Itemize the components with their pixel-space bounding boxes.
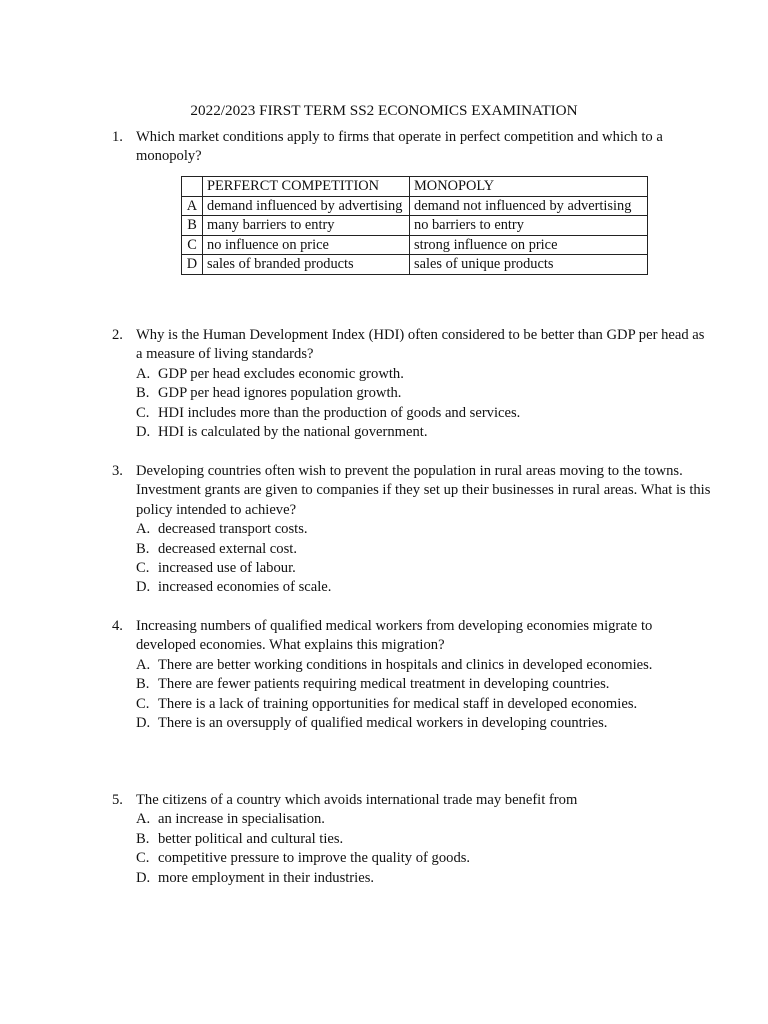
option-c bbox=[136, 559, 712, 578]
table-row bbox=[182, 196, 648, 216]
monopoly-cell: demand not influenced by advertising bbox=[410, 196, 648, 216]
question-text: The citizens of a country which avoids international trade may benefit from bbox=[136, 792, 578, 808]
option-letter: D. bbox=[136, 424, 151, 441]
market-conditions-table bbox=[181, 176, 648, 275]
question-number: 1. bbox=[112, 129, 123, 145]
question-text: Increasing numbers of qualified medical workers from developing economies migrate to developed economies. What explains this migration? bbox=[136, 618, 653, 654]
option-letter: B. bbox=[136, 540, 150, 557]
table-header-cell: PERFERCT COMPETITION bbox=[203, 177, 410, 197]
perfect-competition-cell: many barriers to entry bbox=[203, 216, 410, 236]
option-text: HDI includes more than the production of goods and services. bbox=[158, 404, 521, 421]
question-4 bbox=[112, 617, 712, 733]
option-letter: A. bbox=[136, 811, 151, 828]
option-a bbox=[136, 656, 712, 675]
option-text: GDP per head excludes economic growth. bbox=[158, 365, 404, 382]
option-text: There is a lack of training opportunities for medical staff in developed economies. bbox=[158, 695, 638, 712]
option-text: There is an oversupply of qualified medical workers in developing countries. bbox=[158, 715, 608, 732]
option-letter-cell: C bbox=[182, 235, 203, 255]
option-b bbox=[136, 675, 712, 694]
perfect-competition-cell: no influence on price bbox=[203, 235, 410, 255]
option-letter: B. bbox=[136, 385, 150, 402]
option-a bbox=[136, 810, 712, 829]
question-text: Why is the Human Development Index (HDI) often considered to be better than GDP per head as a measure of living standards? bbox=[136, 327, 705, 363]
table-header-cell: MONOPOLY bbox=[410, 177, 648, 197]
option-c bbox=[136, 849, 712, 868]
perfect-competition-cell: demand influenced by advertising bbox=[203, 196, 410, 216]
option-text: There are fewer patients requiring medical treatment in developing countries. bbox=[158, 676, 610, 693]
option-text: competitive pressure to improve the quality of goods. bbox=[158, 850, 471, 867]
question-number: 5. bbox=[112, 792, 123, 808]
question-number: 4. bbox=[112, 618, 123, 634]
option-letter-cell: A bbox=[182, 196, 203, 216]
option-letter: B. bbox=[136, 676, 150, 693]
option-a bbox=[136, 365, 712, 384]
question-text: Which market conditions apply to firms that operate in perfect competition and which to a monopoly? bbox=[136, 129, 663, 165]
option-b bbox=[136, 384, 712, 403]
table-row bbox=[182, 235, 648, 255]
option-list bbox=[136, 656, 712, 734]
monopoly-cell: strong influence on price bbox=[410, 235, 648, 255]
option-text: GDP per head ignores population growth. bbox=[158, 385, 402, 402]
question-3 bbox=[112, 462, 712, 598]
question-number: 2. bbox=[112, 327, 123, 343]
option-letter: C. bbox=[136, 404, 150, 421]
option-list bbox=[136, 365, 712, 443]
exam-title: 2022/2023 FIRST TERM SS2 ECONOMICS EXAMINATION bbox=[190, 102, 578, 119]
option-d bbox=[136, 869, 712, 888]
option-text: an increase in specialisation. bbox=[158, 811, 325, 828]
option-letter-cell: D bbox=[182, 255, 203, 275]
option-d bbox=[136, 423, 712, 442]
table-header-row bbox=[182, 177, 648, 197]
option-c bbox=[136, 695, 712, 714]
option-letter: D. bbox=[136, 579, 151, 596]
option-list bbox=[136, 520, 712, 598]
option-text: increased use of labour. bbox=[158, 560, 296, 577]
option-d bbox=[136, 578, 712, 597]
option-a bbox=[136, 520, 712, 539]
table-row bbox=[182, 255, 648, 275]
question-1 bbox=[112, 128, 712, 167]
option-text: HDI is calculated by the national government. bbox=[158, 424, 428, 441]
option-letter: A. bbox=[136, 365, 151, 382]
option-letter-cell: B bbox=[182, 216, 203, 236]
option-letter: D. bbox=[136, 869, 151, 886]
option-list bbox=[136, 810, 712, 888]
monopoly-cell: sales of unique products bbox=[410, 255, 648, 275]
table-header-cell bbox=[182, 177, 203, 197]
option-letter: A. bbox=[136, 656, 151, 673]
option-text: more employment in their industries. bbox=[158, 869, 375, 886]
option-letter: C. bbox=[136, 560, 150, 577]
option-text: There are better working conditions in hospitals and clinics in developed economies. bbox=[158, 656, 653, 673]
option-text: decreased external cost. bbox=[158, 540, 297, 557]
option-b bbox=[136, 830, 712, 849]
option-letter: C. bbox=[136, 695, 150, 712]
option-text: better political and cultural ties. bbox=[158, 830, 344, 847]
question-number: 3. bbox=[112, 463, 123, 479]
option-d bbox=[136, 714, 712, 733]
option-letter: D. bbox=[136, 715, 151, 732]
option-c bbox=[136, 404, 712, 423]
option-letter: C. bbox=[136, 850, 150, 867]
perfect-competition-cell: sales of branded products bbox=[203, 255, 410, 275]
monopoly-cell: no barriers to entry bbox=[410, 216, 648, 236]
option-letter: A. bbox=[136, 521, 151, 538]
option-b bbox=[136, 540, 712, 559]
option-text: decreased transport costs. bbox=[158, 521, 308, 538]
option-letter: B. bbox=[136, 830, 150, 847]
question-text: Developing countries often wish to prevent the population in rural areas moving to the towns. Investment grants are given to companies if they set up their businesses in rural areas. What is this policy intended to achieve? bbox=[136, 463, 711, 518]
question-5 bbox=[112, 791, 712, 888]
table-row bbox=[182, 216, 648, 236]
option-text: increased economies of scale. bbox=[158, 579, 332, 596]
question-2 bbox=[112, 326, 712, 442]
